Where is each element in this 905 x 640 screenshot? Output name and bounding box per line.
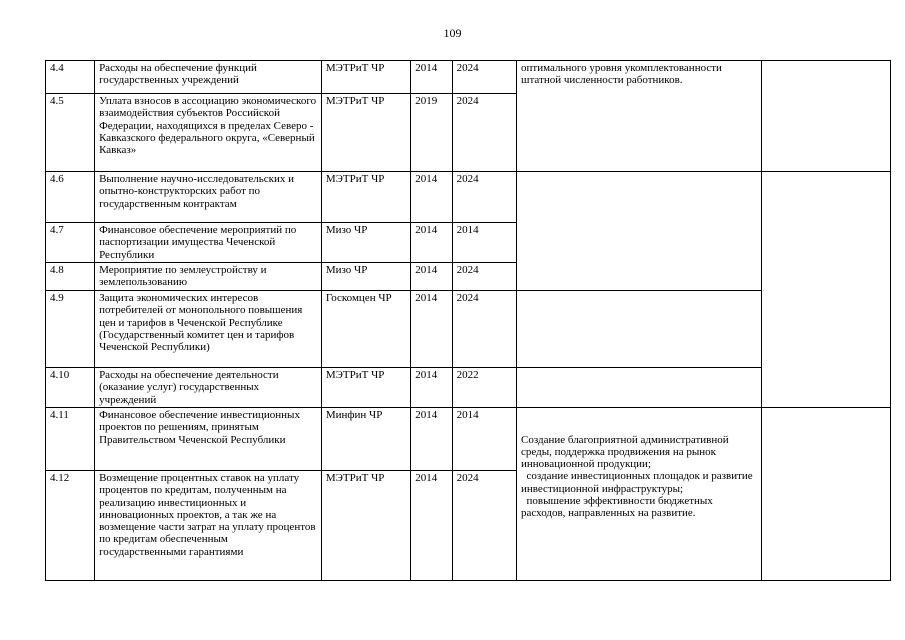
result-line: создание инвестиционных площадок и развитие инвестиционной инфраструктуры; [521, 470, 756, 495]
activity-name: Финансовое обеспечение инвестиционных проектов по решениям, принятым Правительством Чеченской Республики [95, 408, 322, 471]
executor: Госкомцен ЧР [321, 291, 410, 368]
start-year: 2014 [411, 223, 452, 263]
end-year: 2024 [452, 94, 516, 172]
activities-table [45, 60, 891, 581]
expected-result-empty [517, 291, 762, 368]
activity-name: Финансовое обеспечение мероприятий по паспортизации имущества Чеченской Республики [95, 223, 322, 263]
start-year: 2014 [411, 172, 452, 223]
activity-name: Расходы на обеспечение функций государственных учреждений [95, 61, 322, 94]
executor: Минфин ЧР [321, 408, 410, 471]
row-number: 4.10 [46, 368, 95, 408]
table-row [46, 61, 891, 94]
row-number: 4.8 [46, 263, 95, 291]
start-year: 2014 [411, 291, 452, 368]
row-number: 4.9 [46, 291, 95, 368]
executor: Мизо ЧР [321, 263, 410, 291]
end-year: 2024 [452, 61, 516, 94]
end-year: 2024 [452, 471, 516, 581]
row-number: 4.6 [46, 172, 95, 223]
result-line: Создание благоприятной административной среды, поддержка продвижения на рынок инновационной продукции; [521, 433, 732, 471]
expected-result-empty [517, 368, 762, 408]
end-year: 2024 [452, 291, 516, 368]
expected-result [517, 408, 762, 581]
result-line: повышение эффективности бюджетных расходов, направленных на развитие. [521, 495, 716, 520]
start-year: 2014 [411, 61, 452, 94]
activity-name: Расходы на обеспечение деятельности (оказание услуг) государственных учреждений [95, 368, 322, 408]
start-year: 2014 [411, 408, 452, 471]
row-number: 4.5 [46, 94, 95, 172]
table-row [46, 172, 891, 223]
executor: Мизо ЧР [321, 223, 410, 263]
expected-result: оптимального уровня укомплектованности штатной численности работников. [517, 61, 762, 172]
page-number: 109 [443, 26, 462, 40]
start-year: 2014 [411, 263, 452, 291]
extra-cell [762, 172, 891, 408]
executor: МЭТРиТ ЧР [321, 172, 410, 223]
row-number: 4.12 [46, 471, 95, 581]
activity-name: Уплата взносов в ассоциацию экономического взаимодействия субъектов Российской Федерации, находящихся в пределах Северо - Кавказского федерального округа, «Северный Кавказ» [95, 94, 322, 172]
row-number: 4.11 [46, 408, 95, 471]
expected-result-empty [517, 172, 762, 291]
extra-cell [762, 408, 891, 581]
executor: МЭТРиТ ЧР [321, 471, 410, 581]
extra-cell [762, 61, 891, 172]
start-year: 2019 [411, 94, 452, 172]
activity-name: Выполнение научно-исследовательских и опытно-конструкторских работ по государственным контрактам [95, 172, 322, 223]
activity-name: Возмещение процентных ставок на уплату процентов по кредитам, полученным на реализацию инвестиционных и инновационных проектов, а так же на возмещение части затрат на уплату процентов по кредитам обеспеченным государственными гарантиями [95, 471, 322, 581]
start-year: 2014 [411, 471, 452, 581]
table-row [46, 408, 891, 471]
end-year: 2024 [452, 263, 516, 291]
end-year: 2014 [452, 223, 516, 263]
activity-name: Защита экономических интересов потребителей от монопольного повышения цен и тарифов в Чеченской Республике (Государственный комитет цен и тарифов Чеченской Республики) [95, 291, 322, 368]
row-number: 4.4 [46, 61, 95, 94]
executor: МЭТРиТ ЧР [321, 94, 410, 172]
start-year: 2014 [411, 368, 452, 408]
end-year: 2014 [452, 408, 516, 471]
executor: МЭТРиТ ЧР [321, 61, 410, 94]
activity-name: Мероприятие по землеустройству и землепользованию [95, 263, 322, 291]
executor: МЭТРиТ ЧР [321, 368, 410, 408]
end-year: 2022 [452, 368, 516, 408]
end-year: 2024 [452, 172, 516, 223]
row-number: 4.7 [46, 223, 95, 263]
